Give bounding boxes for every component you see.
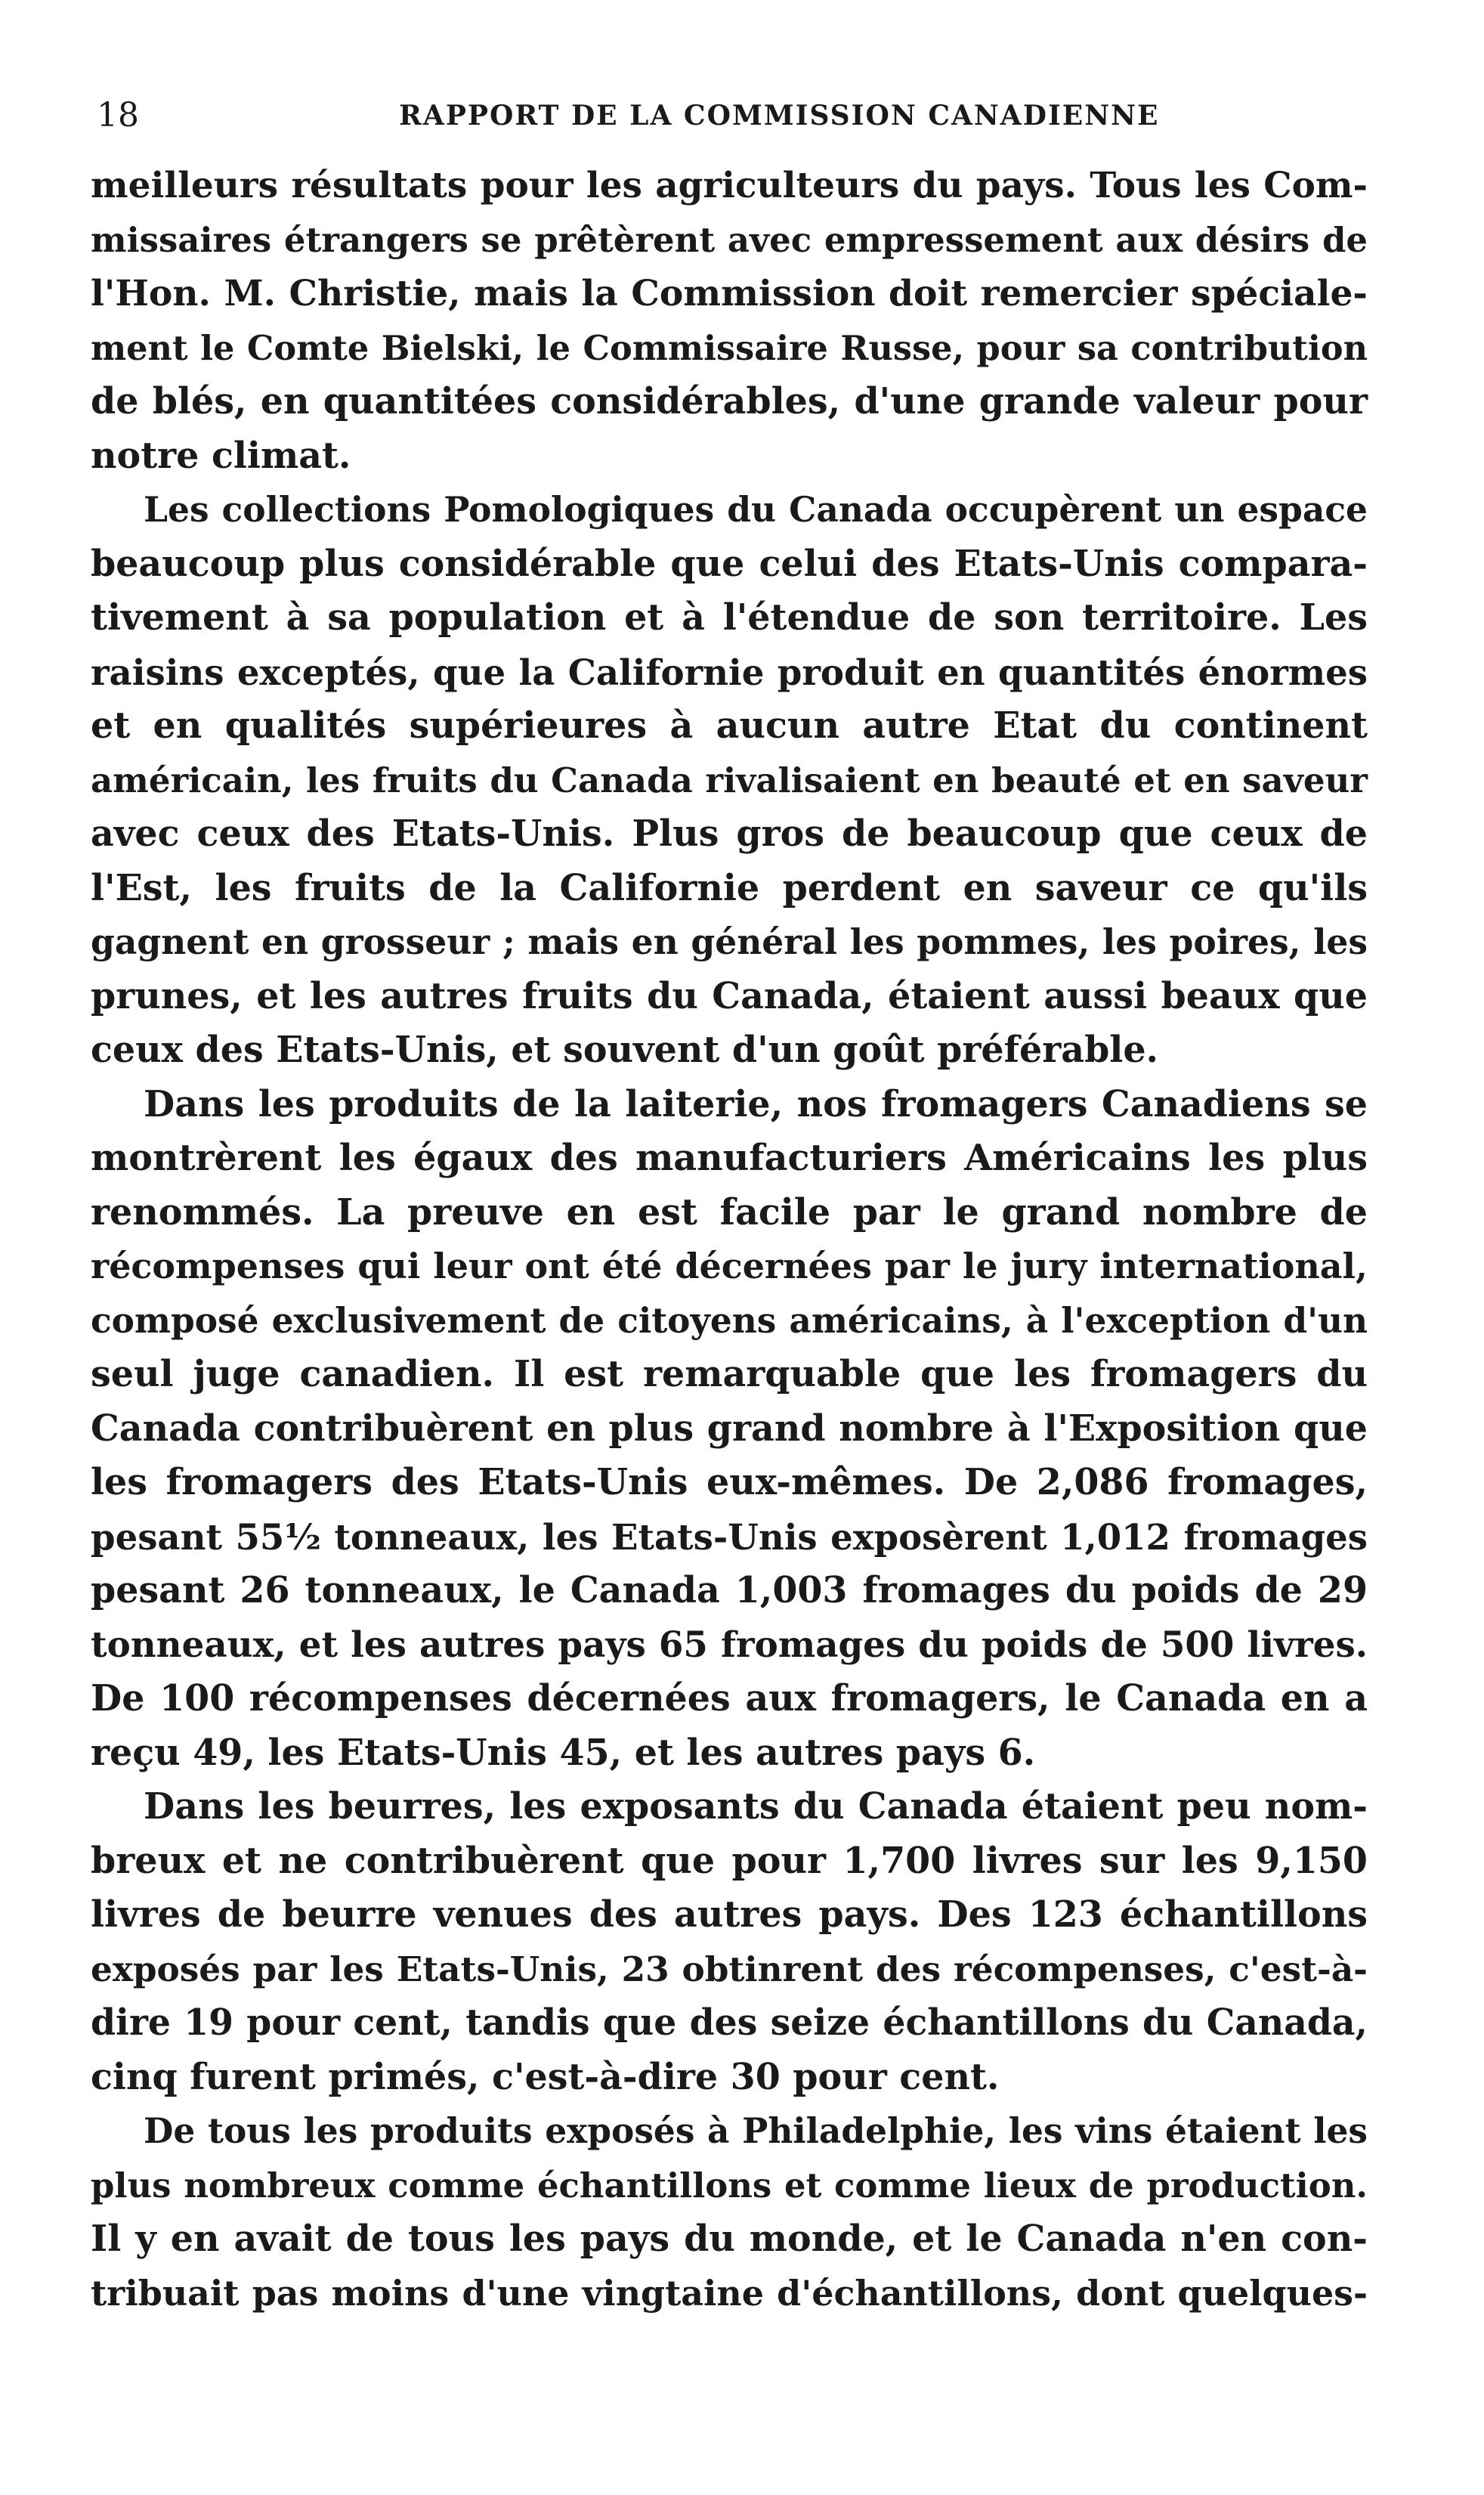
text-line: et en qualités supérieures à aucun autre Etat du continent [91,704,1368,747]
text-line: gagnent en grosseur ; mais en général les pommes, les poires, les [91,921,1368,962]
text-line: ment le Comte Bielski, le Commissaire Russe, pour sa contribution [91,327,1368,368]
text-line: tonneaux, et les autres pays 65 fromages du poids de 500 livres. [91,1624,1368,1666]
body-text [91,159,1368,2320]
text-line: Canada contribuèrent en plus grand nombre à l'Exposition que [91,1407,1368,1450]
text-line: pesant 55½ tonneaux, les Etats-Unis exposèrent 1,012 fromages [91,1515,1368,1558]
text-line: prunes, et les autres fruits du Canada, étaient aussi beaux que [91,974,1368,1017]
text-line: Dans les produits de la laiterie, nos fromagers Canadiens se [144,1082,1368,1125]
text-line: avec ceux des Etats-Unis. Plus gros de beaucoup que ceux de [91,813,1368,855]
text-line: tribuait pas moins d'une vingtaine d'échantillons, dont quelques- [91,2272,1368,2314]
text-line: meilleurs résultats pour les agriculteurs du pays. Tous les Com- [91,165,1368,206]
text-line: missaires étrangers se prêtèrent avec empressement aux désirs de [91,219,1368,260]
text-line: ceux des Etats-Unis, et souvent d'un goût préférable. [91,1029,1159,1071]
text-line: récompenses qui leur ont été décernées par le jury international, [91,1246,1368,1286]
text-line: breux et ne contribuèrent que pour 1,700 livres sur les 9,150 [91,1839,1368,1882]
page-header [97,89,1366,142]
page-number: 18 [97,96,139,135]
text-line: de blés, en quantitées considérables, d'une grande valeur pour [91,380,1368,423]
text-line: De tous les produits exposés à Philadelphie, les vins étaient les [144,2110,1368,2151]
text-line: raisins exceptés, que la Californie produit en quantités énormes [91,651,1368,693]
text-line: plus nombreux comme échantillons et comme lieux de production. [91,2165,1368,2206]
text-line: De 100 récompenses décernées aux fromagers, le Canada en a [91,1677,1368,1720]
text-line: composé exclusivement de citoyens américains, à l'exception d'un [91,1299,1368,1341]
text-line: pesant 26 tonneaux, le Canada 1,003 fromages du poids de 29 [91,1569,1368,1611]
running-title: RAPPORT DE LA COMMISSION CANADIENNE [399,100,1160,132]
text-line: Dans les beurres, les exposants du Canada étaient peu nom- [144,1785,1368,1828]
text-line: l'Est, les fruits de la Californie perdent en saveur ce qu'ils [91,866,1368,909]
text-line: notre climat. [91,434,351,477]
text-line: américain, les fruits du Canada rivalisaient en beauté et en saveur [91,760,1368,800]
text-line: beaucoup plus considérable que celui des Etats-Unis compara- [91,542,1368,585]
text-line: livres de beurre venues des autres pays. Des 123 échantillons [91,1893,1368,1936]
text-line: dire 19 pour cent, tandis que des seize échantillons du Canada, [91,2002,1368,2044]
text-line: tivement à sa population et à l'étendue de son territoire. Les [91,596,1368,639]
text-line: renommés. La preuve en est facile par le grand nombre de [91,1190,1368,1234]
text-line: Les collections Pomologiques du Canada occupèrent un espace [144,489,1368,530]
text-line: exposés par les Etats-Unis, 23 obtinrent des récompenses, c'est-à- [91,1948,1368,1989]
text-line: les fromagers des Etats-Unis eux-mêmes. De 2,086 fromages, [91,1461,1368,1503]
text-line: cinq furent primés, c'est-à-dire 30 pour cent. [91,2055,1000,2098]
text-line: seul juge canadien. Il est remarquable que les fromagers du [91,1353,1368,1395]
text-line: Il y en avait de tous les pays du monde, et le Canada n'en con- [91,2218,1368,2260]
text-line: l'Hon. M. Christie, mais la Commission doit remercier spéciale- [91,273,1368,314]
text-line: reçu 49, les Etats-Unis 45, et les autres pays 6. [91,1731,1036,1774]
text-line: montrèrent les égaux des manufacturiers Américains les plus [91,1137,1368,1179]
